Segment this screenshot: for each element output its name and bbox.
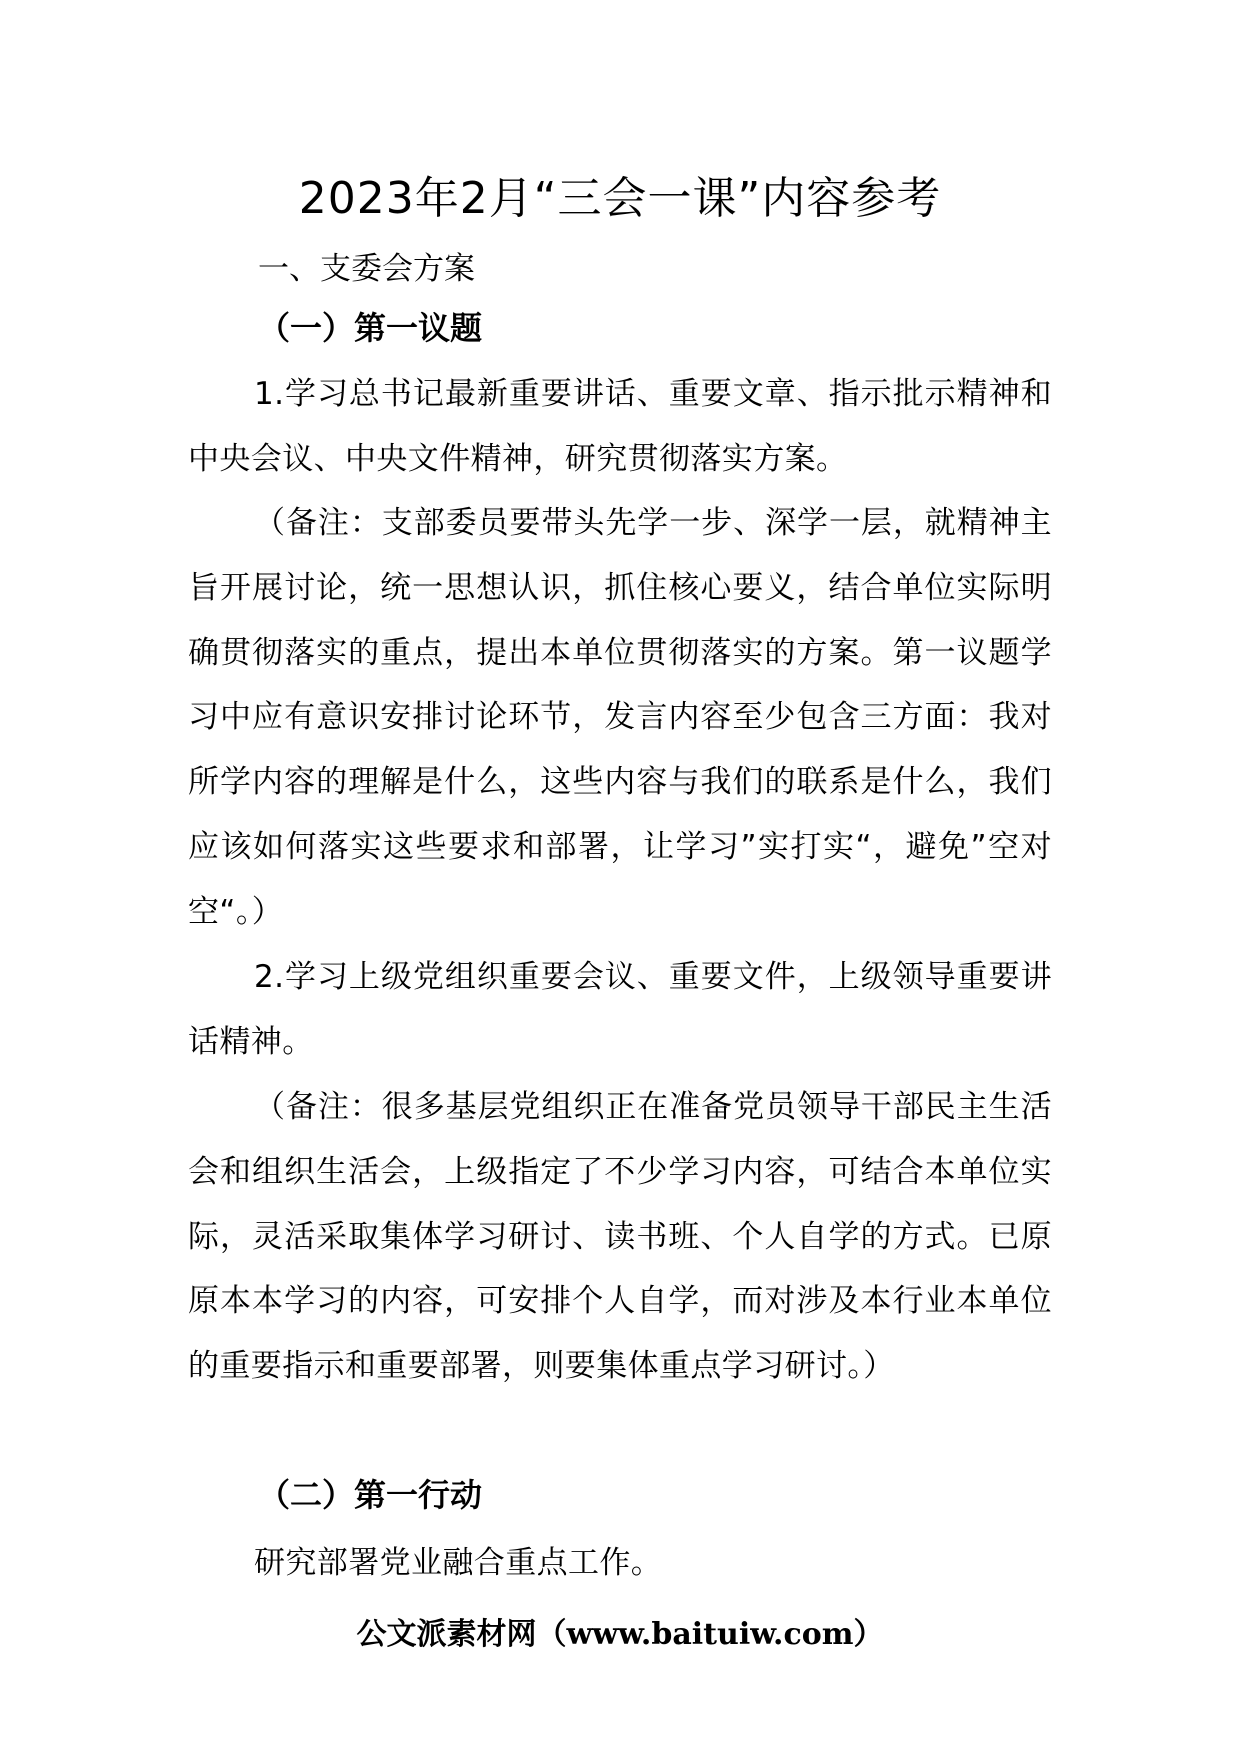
paragraph-action: 研究部署党业融合重点工作。	[254, 1545, 663, 1581]
sub-heading-first-topic: （一）第一议题	[258, 309, 483, 347]
paragraph-study-speeches: 1.学习总书记最新重要讲话、重要文章、指示批示精神和中央会议、中央文件精神，研究贯彻落实方案。	[188, 376, 1052, 477]
section-heading: 一、支委会方案	[258, 251, 475, 287]
sub-heading-first-action: （二）第一行动	[258, 1476, 483, 1514]
footer-watermark: 公文派素材网（www.baituiw.com）	[356, 1617, 884, 1652]
paragraph-note-1: （备注：支部委员要带头先学一步、深学一层，就精神主旨开展讨论，统一思想认识，抓住核心要义，结合单位实际明确贯彻落实的重点，提出本单位贯彻落实的方案。第一议题学习中应有意识安排讨论环节，发言内容至少包含三方面：我对所学内容的理解是什么，这些内容与我们的联系是什么，我们应该如何落实这些要求和部署，让学习”实打实“，避免”空对空“。）	[188, 505, 1052, 930]
paragraph-study-superior: 2.学习上级党组织重要会议、重要文件，上级领导重要讲话精神。	[188, 959, 1052, 1060]
document-title: 2023年2月“三会一课”内容参考	[298, 173, 942, 224]
paragraph-note-2: （备注：很多基层党组织正在准备党员领导干部民主生活会和组织生活会，上级指定了不少学习内容，可结合本单位实际，灵活采取集体学习研讨、读书班、个人自学的方式。已原原本本学习的内容，可安排个人自学，而对涉及本行业本单位的重要指示和重要部署，则要集体重点学习研讨。）	[188, 1089, 1052, 1385]
